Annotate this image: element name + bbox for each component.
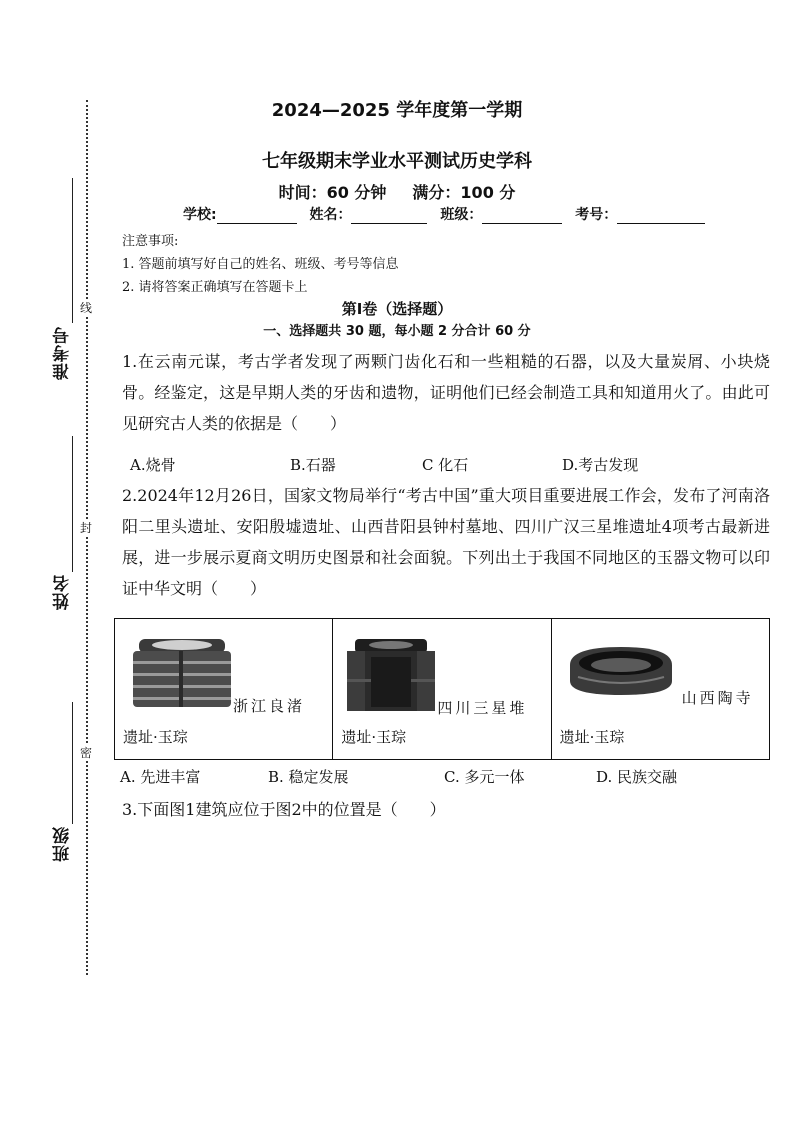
school-label: 学校: [183, 207, 217, 223]
option-c[interactable]: C. 多元一体 [444, 768, 525, 786]
notes-block [122, 230, 399, 299]
name-field [50, 574, 75, 610]
student-info-row [183, 204, 713, 224]
jade-caption-taosi: 遗址·玉琮 [559, 728, 625, 746]
exam-subtitle: 七年级期末学业水平测试历史学科 [262, 151, 532, 172]
jade-cong-taosi-image [564, 639, 679, 699]
option-d[interactable]: D. 民族交融 [596, 768, 678, 786]
name-info-label: 姓名： [309, 207, 352, 223]
name-label: 姓名 [53, 574, 73, 610]
notes-item: 2. 请将答案正确填写在答题卡上 [122, 280, 308, 295]
time-score-row [0, 180, 794, 203]
jade-cell-liangzhu [115, 619, 333, 759]
option-a[interactable]: A.烧骨 [130, 456, 176, 474]
jade-cong-image-table [114, 618, 770, 760]
id-info-blank[interactable] [617, 209, 705, 224]
jade-cong-liangzhu-image [123, 633, 238, 711]
exam-score: 满分：100 分 [412, 183, 516, 202]
class-label: 班级 [53, 826, 73, 862]
notes-heading: 注意事项: [122, 234, 179, 249]
option-c[interactable]: C 化石 [422, 456, 469, 474]
jade-caption-liangzhu: 遗址·玉琮 [123, 728, 188, 746]
binding-char-xian: 线 [80, 301, 93, 315]
jade-location-sanxingdui: 四川三星堆 [437, 699, 528, 717]
school-blank[interactable] [217, 209, 297, 224]
name-info-blank[interactable] [351, 209, 427, 224]
option-b[interactable]: B. 稳定发展 [268, 768, 349, 786]
section-instruction: 一、选择题共 30 题，每小题 2 分合计 60 分 [263, 324, 531, 339]
jade-location-taosi: 山西陶寺 [681, 689, 754, 707]
name-blank[interactable] [72, 436, 73, 572]
section-title: 第Ⅰ卷（选择题） [341, 300, 453, 318]
jade-cell-taosi [552, 619, 769, 759]
option-b[interactable]: B.石器 [290, 456, 336, 474]
jade-cell-sanxingdui [333, 619, 551, 759]
option-d[interactable]: D.考古发现 [562, 456, 639, 474]
option-a[interactable]: A. 先进丰富 [120, 768, 201, 786]
jade-caption-sanxingdui: 遗址·玉琮 [341, 728, 407, 746]
jade-cong-sanxingdui-image [341, 635, 441, 715]
class-blank[interactable] [72, 702, 73, 824]
binding-char-feng: 封 [80, 521, 93, 535]
question-3-text: 3.下面图1建筑应位于图2中的位置是（ ） [122, 800, 446, 819]
id-info-label: 考号： [575, 207, 618, 223]
class-field [50, 826, 75, 862]
exam-id-label: 准考号 [53, 326, 73, 380]
exam-title: 2024—2025 学年度第一学期 [271, 100, 523, 121]
notes-item: 1. 答题前填写好自己的姓名、班级、考号等信息 [122, 257, 399, 272]
question-1-text: 1.在云南元谋，考古学者发现了两颗门齿化石和一些粗糙的石器，以及大量炭屑、小块烧骨。经鉴定，这是早期人类的牙齿和遗物，证明他们已经会制造工具和知道用火了。由此可见研究古人类的依据是（ ） [122, 352, 770, 433]
binding-dotted-line [86, 100, 88, 975]
question-2-text: 2.2024年12月26日，国家文物局举行“考古中国”重大项目重要进展工作会，发布了河南洛阳二里头遗址、安阳殷墟遗址、山西昔阳县钟村墓地、四川广汉三星堆遗址4项考古最新进展，进一步展示夏商文明历史图景和社会面貌。下列出土于我国不同地区的玉器文物可以印证中华文明（ ） [122, 486, 770, 598]
exam-time: 时间：60 分钟 [278, 183, 387, 202]
class-info-blank[interactable] [482, 209, 562, 224]
jade-location-liangzhu: 浙江良渚 [233, 697, 306, 715]
binding-char-mi: 密 [80, 746, 93, 760]
class-info-label: 班级： [440, 207, 483, 223]
